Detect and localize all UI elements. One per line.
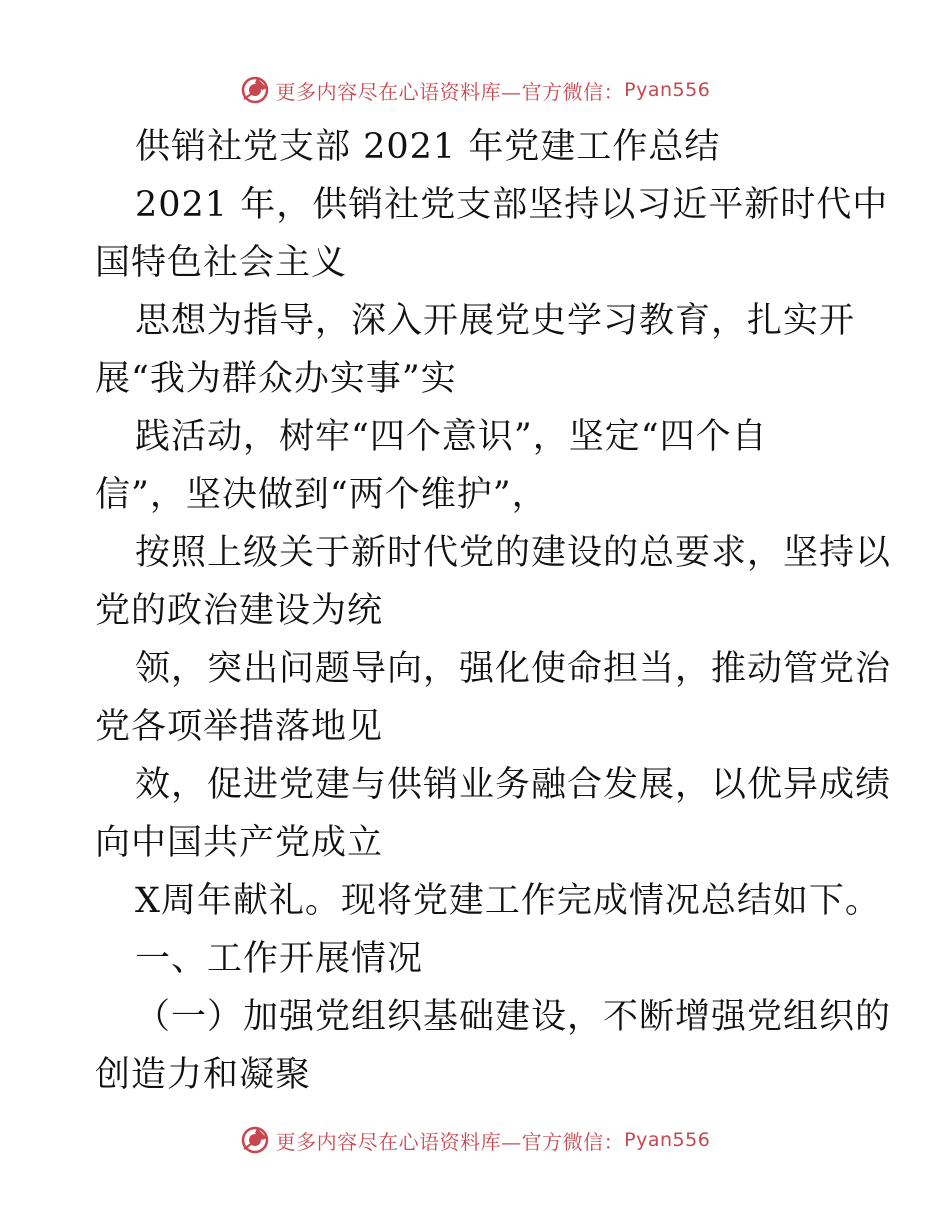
text-line: 创造力和凝聚: [95, 1055, 312, 1095]
seal-pen-icon: [240, 75, 270, 105]
text-line: X周年献礼。现将党建工作完成情况总结如下。: [135, 881, 881, 921]
subsection-heading: （一）加强党组织基础建设，不断增强党组织的: [135, 997, 892, 1037]
text-line: 践活动，树牢“四个意识”，坚定“四个自: [135, 417, 768, 457]
text-line: 国特色社会主义: [95, 243, 348, 283]
seal-pen-icon: [240, 1125, 270, 1155]
document-body: [95, 118, 892, 1104]
text-line: 2021 年，供销社党支部坚持以习近平新时代中: [135, 185, 889, 225]
text-line: 党的政治建设为统: [95, 591, 384, 631]
text-line: 效，促进党建与供销业务融合发展，以优异成绩: [135, 765, 892, 805]
watermark-id: Pyan556: [624, 79, 711, 101]
text-line: 按照上级关于新时代党的建设的总要求，坚持以: [135, 533, 892, 573]
watermark-id: Pyan556: [624, 1129, 711, 1151]
text-line: 向中国共产党成立: [95, 823, 384, 863]
text-line: 思想为指导，深入开展党史学习教育，扎实开: [135, 301, 856, 341]
watermark-text: 更多内容尽在心语资料库—官方微信：: [275, 1129, 625, 1154]
text-line: 领，突出问题导向，强化使命担当，推动管党治: [135, 649, 892, 689]
footer-watermark: [0, 1120, 950, 1160]
section-heading: 一、工作开展情况: [135, 939, 424, 979]
text-line: 展“我为群众办实事”实: [95, 359, 457, 399]
document-title: 供销社党支部 2021 年党建工作总结: [135, 127, 721, 167]
text-line: 党各项举措落地见: [95, 707, 384, 747]
text-line: 信”，坚决做到“两个维护”，: [95, 475, 548, 515]
header-watermark: [0, 70, 950, 110]
watermark-text: 更多内容尽在心语资料库—官方微信：: [275, 79, 625, 104]
